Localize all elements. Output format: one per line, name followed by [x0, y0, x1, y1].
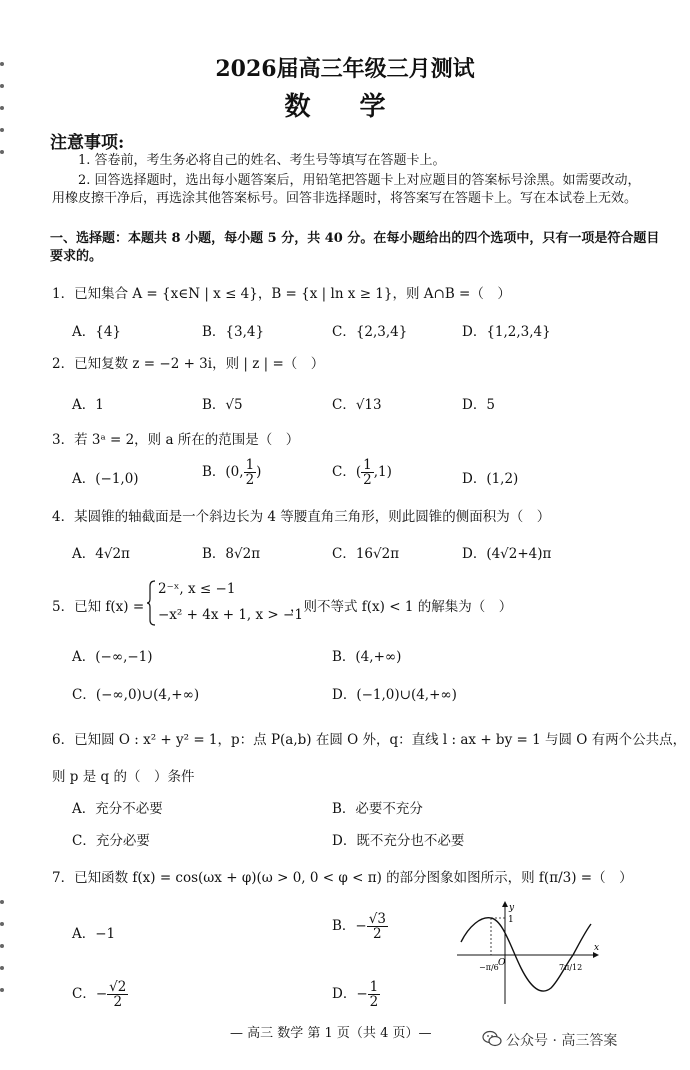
option-c[interactable]: C．充分必要 — [72, 833, 150, 849]
wechat-icon — [482, 1030, 502, 1048]
option-b[interactable]: B．{3,4} — [202, 324, 265, 340]
option-b[interactable]: B．必要不充分 — [332, 801, 423, 817]
binding-dot — [0, 988, 4, 992]
binding-dot — [0, 900, 4, 904]
option-b[interactable]: B．√5 — [202, 397, 243, 413]
option-b[interactable]: B．(4,+∞) — [332, 649, 402, 665]
option-c[interactable]: C．√13 — [332, 397, 382, 413]
binding-dot — [0, 150, 4, 154]
notes-heading: 注意事项: — [50, 133, 125, 153]
option-c[interactable]: C．{2,3,4} — [332, 324, 408, 340]
option-c[interactable]: C．(−∞,0)∪(4,+∞) — [72, 687, 200, 703]
question-stem: 1．已知集合 A = {x∈N | x ≤ 4}，B = {x | ln x ≥ 1}，则 A∩B =（ ） — [52, 286, 511, 302]
option-d[interactable]: D．− $\frac{1}{2}$ — [332, 979, 379, 1010]
tick-label-right: 7π/12 — [559, 963, 583, 972]
fraction-half: $\frac{1}{2}$ — [363, 457, 372, 488]
option-b[interactable]: B．(0, $\frac{1}{2}$ ) — [202, 457, 262, 488]
option-a[interactable]: A．充分不必要 — [72, 801, 163, 817]
y-axis-label: y — [509, 903, 515, 913]
exam-title: 2026届高三年级三月测试 — [215, 56, 475, 82]
option-d[interactable]: D．5 — [462, 397, 495, 413]
fraction-one-half: $\frac{1}{2}$ — [369, 979, 379, 1010]
option-d[interactable]: D．既不充分也不必要 — [332, 833, 465, 849]
note-item: 2. 回答选择题时，选出每小题答案后，用铅笔把答题卡上对应题目的答案标号涂黑。如需要改动，用橡皮擦干净后，再选涂其他答案标号。回答非选择题时，将答案写在答题卡上。写在本试卷上无效。 — [52, 173, 641, 206]
question-stem-prefix: 5．已知 f(x) = — [52, 599, 145, 615]
piecewise-case-2: −x² + 4x + 1, x > −1 — [158, 607, 303, 623]
question-stem: 6．已知圆 O : x² + y² = 1，p：点 P(a,b) 在圆 O 外，q：直线 l : ax + by = 1 与圆 O 有两个公共点， — [52, 732, 687, 748]
question-stem: 2．已知复数 z = −2 + 3i，则 | z | =（ ） — [52, 356, 325, 372]
value-one-label: 1 — [508, 915, 514, 925]
question-stem-line2: 则 p 是 q 的（ ）条件 — [52, 769, 195, 785]
x-axis-label: x — [594, 943, 600, 953]
watermark-text: 公众号 · 高三答案 — [506, 1033, 618, 1049]
page-footer: — 高三 数学 第 1 页（共 4 页）— — [230, 1026, 432, 1041]
option-b-label: B．(0, — [202, 464, 244, 480]
binding-dot — [0, 944, 4, 948]
option-c[interactable]: C．16√2π — [332, 546, 400, 562]
origin-label: O — [498, 958, 506, 968]
cosine-graph — [455, 900, 600, 1008]
piecewise-case-1: 2⁻ˣ, x ≤ −1 — [158, 581, 236, 597]
tick-label-left: −π/6 — [479, 963, 499, 972]
fraction-sqrt3-over-2: $\frac{√3}{2}$ — [368, 911, 386, 942]
subject-title: 数 学 — [284, 92, 406, 122]
binding-dot — [0, 922, 4, 926]
option-b[interactable]: B．8√2π — [202, 546, 261, 562]
question-stem-suffix: ，则不等式 f(x) < 1 的解集为（ ） — [290, 599, 513, 615]
option-b[interactable]: B．− $\frac{√3}{2}$ — [332, 911, 386, 942]
question-stem: 4．某圆锥的轴截面是一个斜边长为 4 等腰直角三角形，则此圆锥的侧面积为（ ） — [52, 509, 551, 525]
option-d[interactable]: D．(1,2) — [462, 471, 519, 487]
option-a[interactable]: A．−1 — [72, 926, 116, 942]
option-d[interactable]: D．(−1,0)∪(4,+∞) — [332, 687, 457, 703]
option-a[interactable]: A．(−1,0) — [72, 471, 139, 487]
question-stem: 7．已知函数 f(x) = cos(ωx + φ)(ω > 0, 0 < φ < π) 的部分图象如图所示，则 f(π/3) =（ ） — [52, 870, 633, 886]
binding-dot — [0, 128, 4, 132]
option-c[interactable]: C．( $\frac{1}{2}$ ,1) — [332, 457, 392, 488]
fraction-sqrt2-over-2: $\frac{√2}{2}$ — [109, 979, 127, 1010]
cosine-curve — [461, 918, 591, 991]
question-stem: 3．若 3ᵃ = 2，则 a 所在的范围是（ ） — [52, 432, 300, 448]
option-a[interactable]: A．4√2π — [72, 546, 130, 562]
option-c[interactable]: C．− $\frac{√2}{2}$ — [72, 979, 127, 1010]
brace-icon — [146, 580, 156, 626]
option-a[interactable]: A．{4} — [72, 324, 122, 340]
option-c-label: C．( — [332, 464, 362, 480]
fraction-half: $\frac{1}{2}$ — [245, 457, 255, 488]
note-item: 1. 答卷前，考生务必将自己的姓名、考生号等填写在答题卡上。 — [78, 153, 446, 168]
option-d[interactable]: D．{1,2,3,4} — [462, 324, 551, 340]
binding-dot — [0, 966, 4, 970]
option-a[interactable]: A．1 — [72, 397, 104, 413]
y-axis-arrow-icon — [502, 901, 508, 907]
section-heading: 一、选择题：本题共 8 小题，每小题 5 分，共 40 分。在每小题给出的四个选项中，只有一项是符合题目要求的。 — [50, 231, 660, 264]
option-a[interactable]: A．(−∞,−1) — [72, 649, 153, 665]
option-d[interactable]: D．(4√2+4)π — [462, 546, 552, 562]
